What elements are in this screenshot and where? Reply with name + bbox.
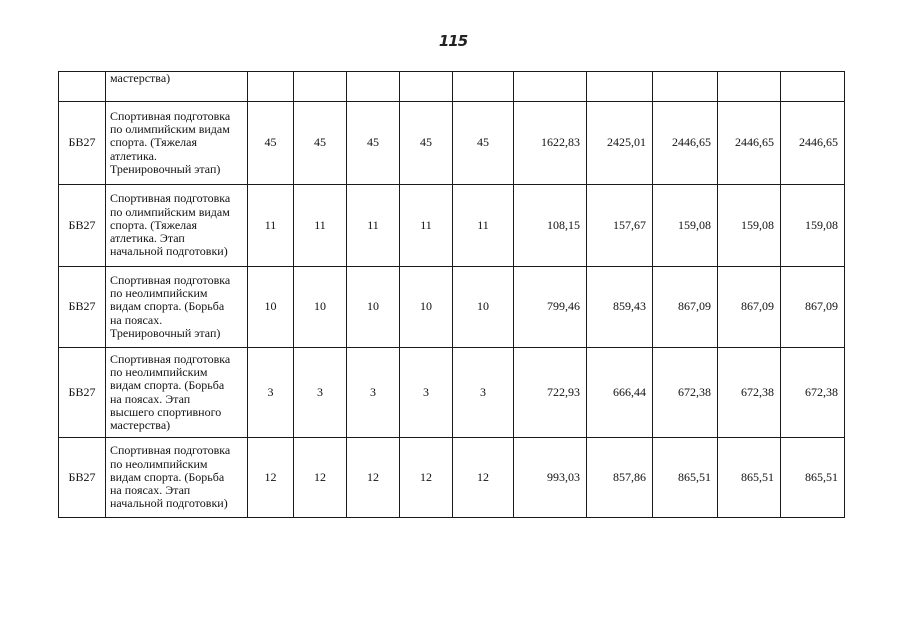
amount-cell: 865,51 [653,438,718,518]
amount-cell: 159,08 [781,185,845,267]
code-cell: БВ27 [59,438,106,518]
service-name-cell: мастерства) [106,72,248,102]
count-cell: 45 [294,102,347,185]
table-row-continuation [59,72,845,102]
service-name-text: Спортивная подготовка по неолимпийским видам спорта. (Борьба на поясах. Этап начальной подготовки) [110,443,231,511]
count-cell [400,72,453,102]
count-cell: 10 [400,267,453,348]
count-cell: 10 [453,267,514,348]
services-table [58,71,845,518]
amount-cell: 857,86 [587,438,653,518]
code-cell: БВ27 [59,102,106,185]
count-cell: 12 [347,438,400,518]
count-cell: 12 [248,438,294,518]
count-cell: 11 [248,185,294,267]
count-cell: 10 [347,267,400,348]
amount-cell: 867,09 [718,267,781,348]
amount-cell: 722,93 [514,348,587,438]
count-cell: 3 [248,348,294,438]
service-name-text: Спортивная подготовка по олимпийским видам спорта. (Тяжелая атлетика. Этап начальной подготовки) [110,191,231,259]
amount-cell: 672,38 [718,348,781,438]
amount-cell [587,72,653,102]
amount-cell: 2446,65 [718,102,781,185]
page-number: 115 [438,32,468,50]
amount-cell: 666,44 [587,348,653,438]
service-name-cell [106,102,248,185]
service-name-text: Спортивная подготовка по олимпийским видам спорта. (Тяжелая атлетика. Тренировочный этап) [110,108,231,176]
service-name-cell [106,185,248,267]
amount-cell: 2446,65 [781,102,845,185]
count-cell: 12 [453,438,514,518]
amount-cell [653,72,718,102]
table-row [59,348,845,438]
amount-cell: 859,43 [587,267,653,348]
count-cell: 3 [400,348,453,438]
amount-cell: 672,38 [781,348,845,438]
amount-cell: 865,51 [718,438,781,518]
count-cell [453,72,514,102]
count-cell: 45 [453,102,514,185]
amount-cell: 2446,65 [653,102,718,185]
count-cell: 45 [400,102,453,185]
code-cell: БВ27 [59,267,106,348]
amount-cell: 159,08 [718,185,781,267]
amount-cell: 2425,01 [587,102,653,185]
count-cell: 45 [347,102,400,185]
count-cell: 10 [294,267,347,348]
count-cell [347,72,400,102]
service-name-text: Спортивная подготовка по неолимпийским видам спорта. (Борьба на поясах. Этап высшего спортивного мастерства) [110,351,231,432]
amount-cell [514,72,587,102]
table-row [59,185,845,267]
amount-cell [781,72,845,102]
code-cell: БВ27 [59,348,106,438]
amount-cell: 867,09 [781,267,845,348]
amount-cell: 672,38 [653,348,718,438]
service-name-cell [106,267,248,348]
count-cell: 45 [248,102,294,185]
count-cell: 11 [453,185,514,267]
count-cell [248,72,294,102]
amount-cell: 157,67 [587,185,653,267]
amount-cell: 159,08 [653,185,718,267]
count-cell: 11 [400,185,453,267]
count-cell: 12 [294,438,347,518]
code-cell: БВ27 [59,185,106,267]
code-cell [59,72,106,102]
count-cell: 11 [347,185,400,267]
service-name-cell [106,438,248,518]
table-row [59,267,845,348]
service-name-cell [106,348,248,438]
count-cell: 10 [248,267,294,348]
amount-cell [718,72,781,102]
amount-cell: 799,46 [514,267,587,348]
table-row [59,102,845,185]
count-cell: 3 [347,348,400,438]
amount-cell: 1622,83 [514,102,587,185]
count-cell: 3 [294,348,347,438]
amount-cell: 865,51 [781,438,845,518]
amount-cell: 108,15 [514,185,587,267]
count-cell: 12 [400,438,453,518]
service-name-text: Спортивная подготовка по неолимпийским видам спорта. (Борьба на поясах. Тренировочный этап) [110,272,231,340]
count-cell [294,72,347,102]
amount-cell: 993,03 [514,438,587,518]
table-row [59,438,845,518]
amount-cell: 867,09 [653,267,718,348]
count-cell: 11 [294,185,347,267]
count-cell: 3 [453,348,514,438]
